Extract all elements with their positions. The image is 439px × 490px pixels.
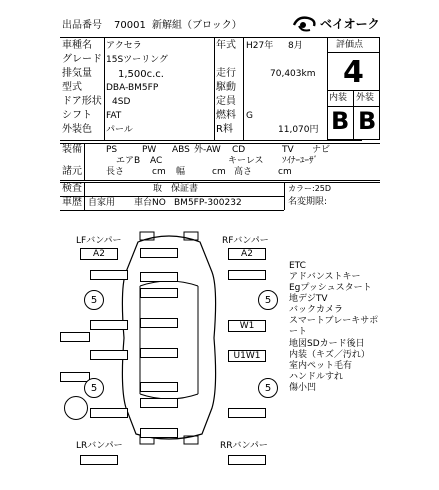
equip-tv: TV (282, 145, 294, 155)
tax-label: R料 (216, 124, 233, 135)
chassis-number: BM5FP-300232 (174, 198, 242, 208)
year-value: H27年 (246, 41, 274, 51)
rf-door-mark: W1 (228, 320, 266, 332)
fuel-label: 燃料 (216, 110, 236, 121)
logo-swirl-icon (290, 13, 320, 37)
tax-value: 11,070円 (278, 125, 319, 135)
overall-score: 4 (343, 55, 364, 90)
month-value: 8月 (288, 41, 303, 51)
remark-item: 地デジTV (289, 294, 328, 304)
vehicle-name: アクセラ (106, 41, 142, 51)
equip-navi: ナビ (312, 145, 331, 155)
equip-ac: AC (150, 156, 163, 166)
format-label: 新解組（ブロック） (152, 20, 242, 31)
rr-bumper-label: RRバンパー (220, 441, 268, 451)
l-pillar-box (60, 332, 90, 342)
rf-bumper-mark: A2 (228, 248, 266, 260)
rr-door-mark: U1W1 (228, 350, 266, 362)
remark-item: ハンドルすれ (289, 372, 344, 382)
inspection-label: 検査 (62, 183, 82, 194)
year-label: 年式 (216, 40, 236, 51)
dimensions-label: 諸元 (62, 166, 82, 177)
remark-item: スマートブレーキサポ (289, 316, 379, 326)
lr-door-box (90, 350, 128, 360)
lf-door-box (90, 320, 128, 330)
inspection-value: 取 保証書 (153, 184, 199, 194)
equip-cd: CD (232, 145, 246, 155)
model-value: DBA-BM5FP (106, 83, 159, 93)
equip-owner: ｿｲﾅｰﾕｰｻﾞ (282, 156, 319, 166)
capacity-label: 定員 (216, 96, 236, 107)
hood-front-box (140, 248, 178, 258)
equip-abs: ABS (172, 145, 190, 155)
lot-number-label: 出品番号 (62, 20, 102, 31)
exterior-label: 外装 (356, 93, 375, 103)
logo-text: ベイオーク (320, 17, 380, 31)
remark-item: ート (289, 327, 308, 337)
rr-bumper-box (228, 455, 266, 465)
remark-item: Egプッシュスタート (289, 283, 372, 293)
interior-grade: B (331, 107, 350, 135)
dim-height-unit: cm (278, 167, 292, 177)
dim-width-label: 幅 (176, 167, 186, 177)
lf-bumper-mark: A2 (80, 248, 118, 260)
shift-value: FAT (106, 111, 122, 121)
lr-bumper-box (80, 455, 118, 465)
fuel-value: G (246, 111, 253, 121)
lf-fender-box (90, 270, 128, 280)
displacement-value: 1,500c.c. (118, 69, 164, 80)
roof-rear-box (140, 348, 178, 358)
windshield-box (140, 288, 178, 298)
drive-label: 駆動 (216, 82, 236, 93)
spare-tire-circle (64, 396, 88, 420)
remark-item: アドバンストキー (289, 272, 361, 282)
lot-number: 70001 (114, 20, 146, 31)
displacement-label: 排気量 (62, 68, 92, 79)
remark-item: 傷小凹 (289, 383, 317, 393)
dim-height-label: 高さ (234, 167, 253, 177)
remark-item: バックカメラ (289, 305, 344, 315)
vehicle-name-label: 車種名 (62, 40, 92, 51)
remark-item: 地図SDカード後日 (289, 339, 365, 349)
dim-length-label: 長さ (106, 167, 125, 177)
name-change-deadline: 名変期限: (288, 197, 328, 207)
rear-panel-box (140, 428, 178, 438)
hood-box (140, 272, 178, 282)
lr-tire: 5 (84, 378, 104, 398)
lf-tire: 5 (84, 290, 104, 310)
shift-label: シフト (62, 110, 92, 121)
rf-tire: 5 (258, 290, 278, 310)
equip-pw: PW (142, 145, 157, 155)
exterior-grade: B (358, 107, 377, 135)
rf-bumper-label: RFバンパー (222, 236, 269, 246)
trunk-box (140, 398, 178, 408)
remark-item: ETC (289, 261, 306, 271)
color-code: カラー:25D (288, 184, 332, 193)
equip-keyless: キーレス (228, 156, 264, 166)
equip-airbag: エアB (116, 156, 141, 166)
lr-fender-box (90, 408, 128, 418)
doors-value: 4SD (112, 97, 131, 107)
lr-bumper-label: LRバンパー (76, 441, 123, 451)
rr-tire: 5 (258, 378, 278, 398)
roof-front-box (140, 318, 178, 328)
dim-width-unit: cm (212, 167, 226, 177)
remark-item: 内装（キズ／汚れ） (289, 350, 370, 360)
doors-label: ドア形状 (62, 96, 102, 107)
model-label: 型式 (62, 82, 82, 93)
company-logo (290, 13, 382, 37)
equip-alloy: 外-AW (194, 145, 221, 155)
color-label: 外装色 (62, 124, 92, 135)
rr-fender-box (228, 408, 266, 418)
equipment-label: 装備 (62, 144, 82, 155)
dim-length-unit: cm (152, 167, 166, 177)
grade-label: グレード (62, 54, 102, 65)
usage-value: 自家用 (88, 198, 116, 208)
mileage-value: 70,403km (270, 69, 316, 79)
mileage-label: 走行 (216, 68, 236, 79)
color-value: パール (106, 125, 133, 135)
history-label: 車歴 (62, 197, 82, 208)
lf-bumper-label: LFバンパー (76, 236, 122, 246)
score-label: 評価点 (336, 40, 364, 50)
interior-label: 内装 (329, 93, 348, 103)
grade-value: 15Sツーリング (106, 55, 168, 65)
rear-glass-box (140, 382, 178, 392)
remark-item: 室内ペット毛有 (289, 361, 353, 371)
rf-fender-box (228, 270, 266, 280)
equip-ps: PS (106, 145, 118, 155)
chassis-label: 車台NO (134, 198, 166, 208)
